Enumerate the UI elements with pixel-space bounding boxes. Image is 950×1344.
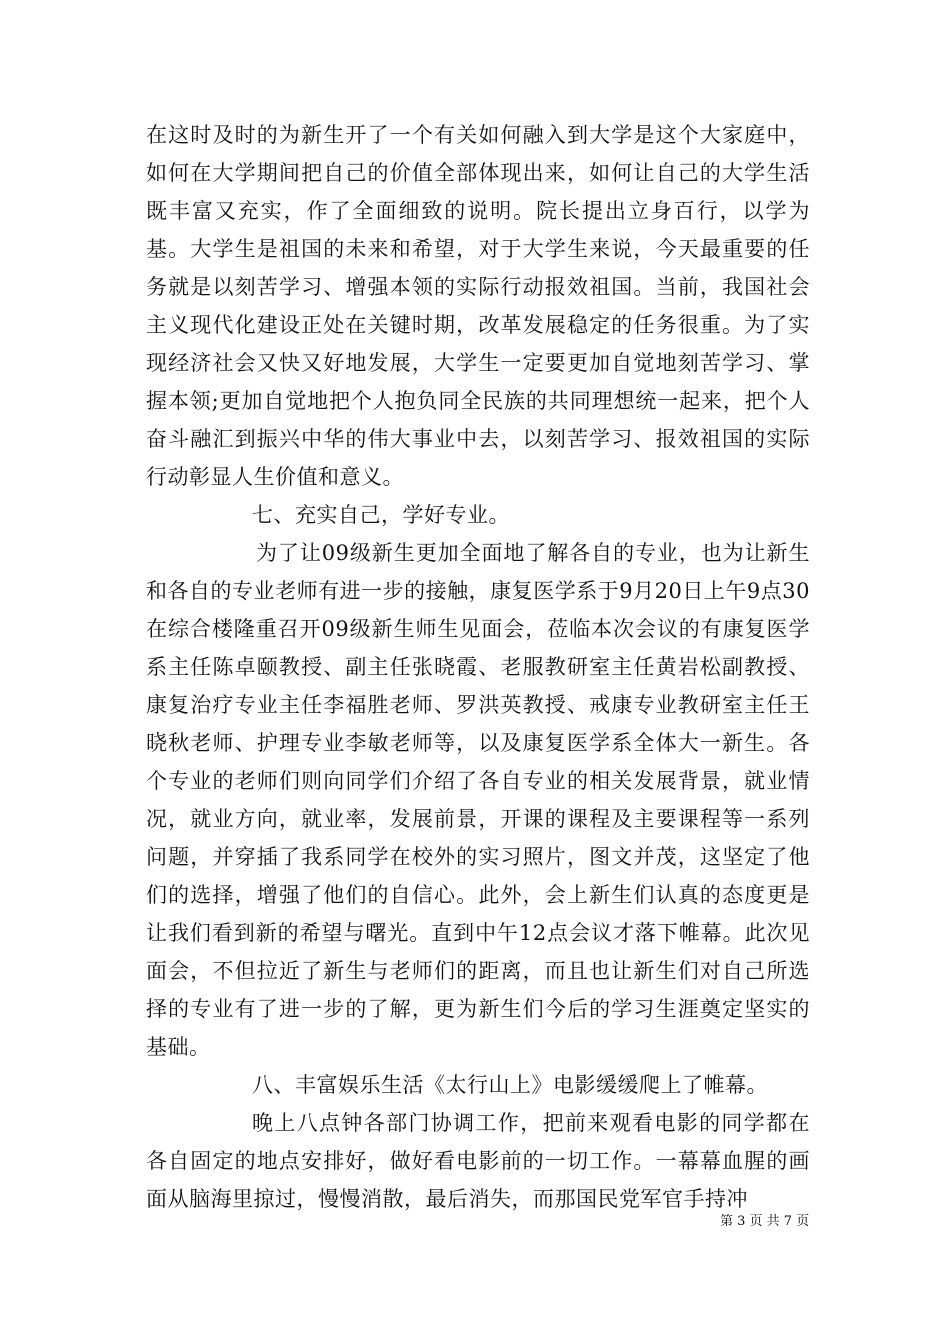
section-heading-7: 七、充实自己，学好专业。 [252, 503, 510, 527]
page-number: 第 3 页 共 7 页 [720, 1214, 810, 1229]
paragraph-orientation-meeting: 为了让09级新生更加全面地了解各自的专业，也为让新生和各自的专业老师有进一步的接触，康复医学系于9月20日上午9点30在综合楼隆重召开09级新生师生见面会，莅临本次会议的有康复医学系主任陈卓颐教授、副主任张晓霞、老服教研室主任黄岩松副教授、康复治疗专业主任李福胜老师、罗洪英教授、戒康专业教研室主任王晓秋老师、护理专业李敏老师等，以及康复医学系全体大一新生。各个专业的老师们则向同学们介绍了各自专业的相关发展背景，就业情况，就业方向，就业率，发展前景，开课的课程及主要课程等一系列问题，并穿插了我系同学在校外的实习照片，图文并茂，这坚定了他们的选择，增强了他们的自信心。此外，会上新生们认真的态度更是让我们看到新的希望与曙光。直到中午12点会议才落下帷幕。此次见面会，不但拉近了新生与老师们的距离，而且也让新生们对自己所选择的专业有了进一步的了解，更为新生们今后的学习生涯奠定坚实的基础。 [146, 541, 810, 1059]
section-heading-8: 八、丰富娱乐生活《太行山上》电影缓缓爬上了帷幕。 [252, 1073, 768, 1097]
paragraph-continuation: 在这时及时的为新生开了一个有关如何融入到大学是这个大家庭中，如何在大学期间把自己的价值全部体现出来，如何让自己的大学生活既丰富又充实，作了全面细致的说明。院长提出立身百行，以学为基。大学生是祖国的未来和希望，对于大学生来说，今天最重要的任务就是以刻苦学习、增强本领的实际行动报效祖国。当前，我国社会主义现代化建设正处在关键时期，改革发展稳定的任务很重。为了实现经济社会又快又好地发展，大学生一定要更加自觉地刻苦学习、掌握本领;更加自觉地把个人抱负同全民族的共同理想统一起来，把个人奋斗融汇到振兴中华的伟大事业中去，以刻苦学习、报效祖国的实际行动彰显人生价值和意义。 [146, 123, 810, 489]
document-body [146, 116, 810, 1218]
paragraph-movie-night: 晚上八点钟各部门协调工作，把前来观看电影的同学都在各自固定的地点安排好，做好看电影前的一切工作。一幕幕血腥的画面从脑海里掠过，慢慢消散，最后消失，而那国民党军官手持冲 [146, 1111, 810, 1211]
